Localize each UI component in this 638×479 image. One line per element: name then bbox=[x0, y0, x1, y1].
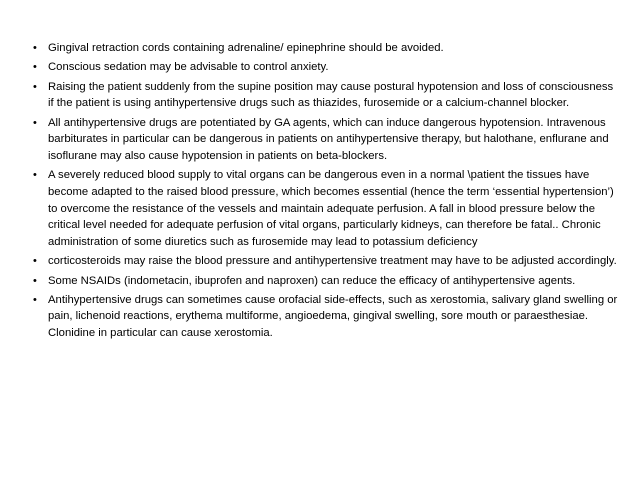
bullet-item-orofacial-effects bbox=[33, 292, 618, 342]
bullet-dot-icon: • bbox=[33, 255, 37, 268]
bullet-item-retraction-cords bbox=[33, 40, 618, 57]
bullet-text: Some NSAIDs (indometacin, ibuprofen and naproxen) can reduce the efficacy of antihypertensive agents. bbox=[48, 274, 576, 287]
bullet-text: corticosteroids may raise the blood pressure and antihypertensive treatment may have to be adjusted accordingly. bbox=[48, 255, 617, 268]
bullet-dot-icon: • bbox=[33, 116, 37, 129]
bullet-text: A severely reduced blood supply to vital organs can be dangerous even in a normal \patient the tissues have become adapted to the raised blood pressure, which becomes essential (hence the term ‘essential hypertension’) to overcome the resistance of the vessels and maintain adequate perfusion. A fall in blood pressure below the critical level needed for adequate perfusion of vital organs, particularly kidneys, can therefore be fatal.. Chronic administration of some diuretics such as furosemide may lead to potassium deficiency bbox=[48, 169, 614, 248]
bullet-text: Gingival retraction cords containing adrenaline/ epinephrine should be avoided. bbox=[48, 42, 444, 54]
bullet-text: Conscious sedation may be advisable to control anxiety. bbox=[48, 61, 329, 74]
bullet-item-blood-supply bbox=[33, 167, 618, 250]
bullet-item-nsaids bbox=[33, 273, 618, 290]
bullet-item-postural-hypotension bbox=[33, 79, 618, 112]
bullet-dot-icon: • bbox=[33, 169, 37, 182]
bullet-dot-icon: • bbox=[33, 274, 37, 287]
bullet-item-ga-agents bbox=[33, 115, 618, 165]
bullet-list bbox=[33, 40, 618, 344]
bullet-item-conscious-sedation bbox=[33, 59, 618, 76]
bullet-text: All antihypertensive drugs are potentiated by GA agents, which can induce dangerous hypotension. Intravenous barbiturates in particular can be dangerous in patients on antihypertensive therapy, but halothane, enflurane and isoflurane may also cause hypotension in patients on beta-blockers. bbox=[48, 116, 609, 162]
bullet-dot-icon: • bbox=[33, 61, 37, 74]
bullet-dot-icon: • bbox=[33, 42, 37, 54]
bullet-item-corticosteroids bbox=[33, 253, 618, 270]
bullet-dot-icon: • bbox=[33, 293, 37, 306]
bullet-dot-icon: • bbox=[33, 80, 37, 93]
bullet-text: Raising the patient suddenly from the supine position may cause postural hypotension and loss of consciousness if the patient is using antihypertensive drugs such as thiazides, furosemide or a calcium-channel blocker. bbox=[48, 80, 614, 110]
bullet-text: Antihypertensive drugs can sometimes cause orofacial side-effects, such as xerostomia, salivary gland swelling or pain, lichenoid reactions, erythema multiforme, angioedema, gingival swelling, sore mouth or paraesthesiae. Clonidine in particular can cause xerostomia. bbox=[48, 293, 618, 340]
